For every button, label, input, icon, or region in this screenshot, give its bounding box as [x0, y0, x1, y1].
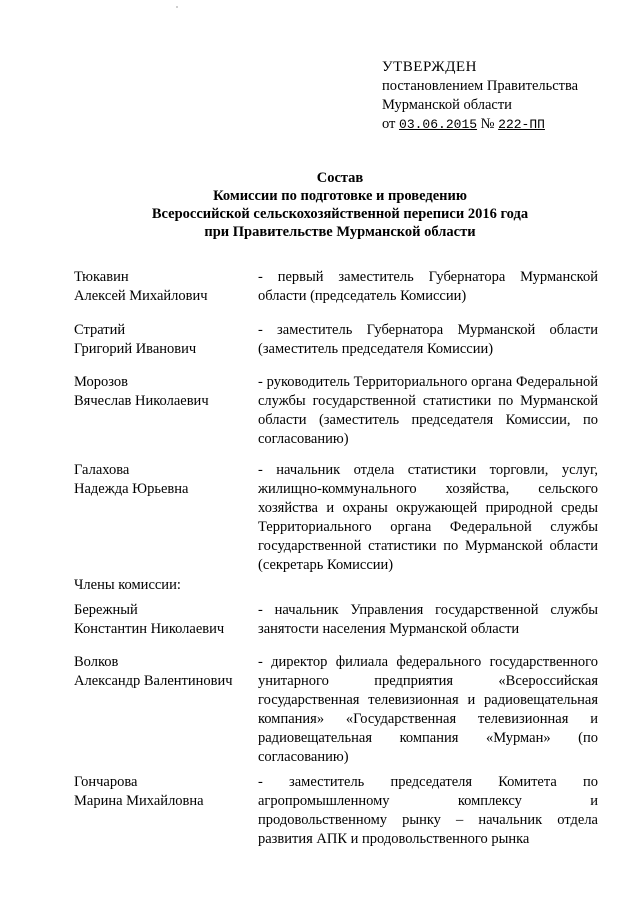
member-surname: Стратий [74, 322, 126, 338]
member-given-names: Надежда Юрьевна [74, 481, 189, 497]
member-given-names: Григорий Иванович [74, 341, 197, 357]
member-name [74, 268, 249, 306]
member-name [74, 373, 249, 411]
member-name [74, 653, 249, 691]
heading-line-2: Комиссии по подготовке и проведению [213, 188, 467, 204]
member-surname: Морозов [74, 374, 129, 390]
member-name [74, 601, 249, 639]
member-role: - первый заместитель Губернатора Мурманской области (председатель Комиссии) [258, 269, 598, 304]
member-role: - начальник отдела статистики торговли, услуг, жилищно-коммунального хозяйства, сельского хозяйства и охраны окружающей природной среды Территориального органа Федеральной службы государственной статистики по Мурманской области (секретарь Комиссии) [258, 462, 598, 573]
member-role: - заместитель Губернатора Мурманской области (заместитель председателя Комиссии) [258, 322, 598, 357]
member-name [74, 773, 249, 811]
member-surname: Галахова [74, 462, 130, 478]
member-role: - заместитель председателя Комитета по агропромышленному комплексу и продовольственному рынку – начальник отдела развития АПК и продовольственного рынка [258, 774, 598, 847]
member-given-names: Вячеслав Николаевич [74, 393, 209, 409]
document-heading [60, 169, 620, 241]
approval-stamp [382, 58, 632, 134]
member-surname: Тюкавин [74, 269, 129, 285]
member-role: - руководитель Территориального органа Федеральной службы государственной статистики по Мурманской области (заместитель председателя Комиссии, по согласованию) [258, 374, 598, 447]
member-name [74, 321, 249, 359]
approval-title: УТВЕРЖДЕН [382, 59, 477, 75]
heading-line-1: Состав [316, 170, 364, 186]
approval-line-1: постановлением Правительства [382, 78, 579, 94]
member-given-names: Марина Михайловна [74, 793, 204, 809]
approval-date: 03.06.2015 [399, 117, 478, 132]
heading-line-3: Всероссийской сельскохозяйственной переписи 2016 года [151, 206, 529, 222]
member-surname: Бережный [74, 602, 138, 618]
approval-number: 222-ПП [498, 117, 545, 132]
member-surname: Гончарова [74, 774, 138, 790]
approval-date-line [382, 115, 632, 134]
member-role: - начальник Управления государственной службы занятости населения Мурманской области [258, 602, 598, 637]
member-given-names: Алексей Михайлович [74, 288, 208, 304]
approval-number-label: № [480, 116, 495, 132]
scan-speck [176, 6, 178, 8]
approval-line-2: Мурманской области [382, 97, 512, 113]
members-section-label: Члены комиссии: [74, 577, 181, 593]
member-name [74, 461, 249, 499]
member-surname: Волков [74, 654, 119, 670]
member-role: - директор филиала федерального государственного унитарного предприятия «Всероссийская государственная телевизионная и радиовещательная компания» «Государственная телевизионная и радиовещательная компания «Мурман» (по согласованию) [258, 654, 598, 765]
approval-from-label: от [382, 116, 396, 132]
member-given-names: Константин Николаевич [74, 621, 225, 637]
member-given-names: Александр Валентинович [74, 673, 233, 689]
heading-line-4: при Правительстве Мурманской области [204, 224, 476, 240]
